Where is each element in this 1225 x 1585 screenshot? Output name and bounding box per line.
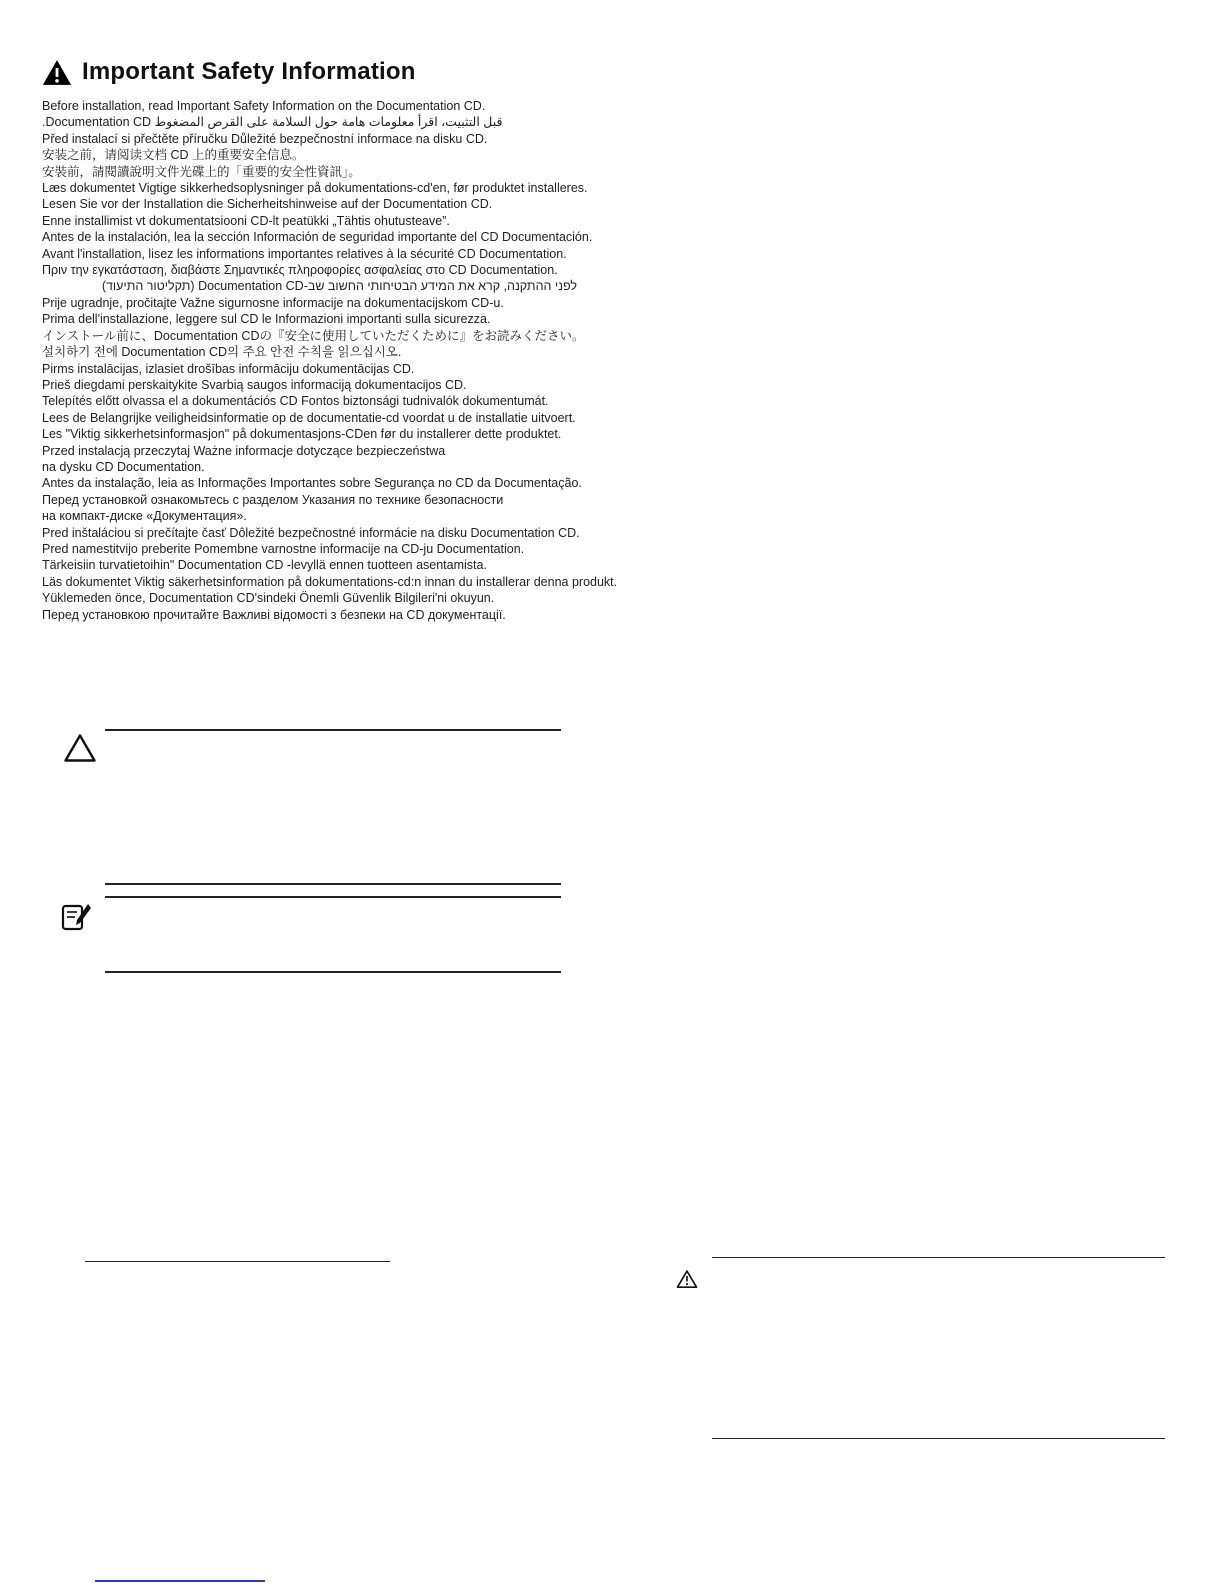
safety-line: Prieš diegdami perskaitykite Svarbią saugos informaciją dokumentacijos CD. xyxy=(42,377,467,392)
safety-line: Před instalací si přečtěte příručku Důležité bezpečnostní informace na disku CD. xyxy=(42,131,488,146)
warning-triangle-small-icon xyxy=(676,1269,698,1289)
safety-line: Antes de la instalación, lea la sección Información de seguridad importante del CD Documentación. xyxy=(42,230,593,245)
safety-line: Lesen Sie vor der Installation die Sicherheitshinweise auf der Documentation CD. xyxy=(42,197,493,212)
safety-line: インストール前に、Documentation CDの『安全に使用していただくために』をお読みください。 xyxy=(42,328,585,343)
safety-line: Prima dell'installazione, leggere sul CD le Informazioni importanti sulla sicurezza. xyxy=(42,312,491,327)
safety-line: לפני ההתקנה, קרא את המידע הבטיחותי החשוב שב-Documentation CD (תקליטור התיעוד) xyxy=(101,279,577,294)
safety-line: Yüklemeden önce, Documentation CD'sindeki Önemli Güvenlik Bilgileri'ni okuyun. xyxy=(42,591,495,606)
safety-line: Enne installimist vt dokumentatsiooni CD-lt peatükki „Tähtis ohutusteave”. xyxy=(42,213,450,228)
safety-line: Pred inštaláciou si prečítajte časť Dôležité bezpečnostné informácie na disku Documentation CD. xyxy=(42,525,580,540)
caution-box-bottom-rule xyxy=(105,883,561,885)
footer-link[interactable] xyxy=(95,1580,265,1582)
warning-triangle-filled-icon xyxy=(42,59,72,86)
lower-right-top-rule xyxy=(712,1257,1165,1258)
safety-line: Pirms instalācijas, izlasiet drošības informāciju dokumentācijas CD. xyxy=(42,361,415,376)
caution-box-top-rule xyxy=(105,729,561,731)
safety-line: Перед установкою прочитайте Важливі відомості з безпеки на CD документації. xyxy=(42,607,506,622)
safety-line: Telepítés előtt olvassa el a dokumentációs CD Fontos biztonsági tudnivalók dokumentumát. xyxy=(42,394,549,409)
warning-triangle-outline-icon xyxy=(63,733,97,763)
safety-line: Przed instalacją przeczytaj Ważne informacje dotyczące bezpieczeństwa xyxy=(42,443,446,458)
safety-line: на компакт-диске «Документация». xyxy=(42,509,247,524)
safety-line: Pred namestitvijo preberite Pomembne varnostne informacije na CD-ju Documentation. xyxy=(42,541,525,556)
safety-line: Перед установкой ознакомьтесь с разделом Указания по технике безопасности xyxy=(42,492,504,507)
safety-line: Πριν την εγκατάσταση, διαβάστε Σημαντικές πληροφορίες ασφαλείας στο CD Documentation. xyxy=(42,263,558,278)
note-pencil-icon xyxy=(60,900,92,932)
safety-lines xyxy=(42,98,618,623)
safety-line: Lees de Belangrijke veiligheidsinformatie op de documentatie-cd voordat u de installatie uitvoert. xyxy=(42,410,576,425)
safety-line: Läs dokumentet Viktig säkerhetsinformation på dokumentations-cd:n innan du installerar denna produkt. xyxy=(42,574,618,589)
safety-line: Læs dokumentet Vigtige sikkerhedsoplysninger på dokumentations-cd'en, før produktet installeres. xyxy=(42,181,588,196)
lower-right-bottom-rule xyxy=(712,1438,1165,1439)
safety-line: na dysku CD Documentation. xyxy=(42,459,205,474)
page-title: Important Safety Information xyxy=(82,58,416,85)
safety-line: Tärkeisiin turvatietoihin" Documentation CD -levyllä ennen tuotteen asentamista. xyxy=(42,558,487,573)
safety-line: 安裝前，請閱讀說明文件光碟上的「重要的安全性資訊」。 xyxy=(42,164,361,179)
safety-line: Les "Viktig sikkerhetsinformasjon" på dokumentasjons-CDen før du installerer dette produktet. xyxy=(42,427,562,442)
safety-line: .Documentation CD قبل التثبيت، اقرأ معلومات هامة حول السلامة على القرص المضغوط xyxy=(42,115,503,130)
safety-line: Antes da instalação, leia as Informações Importantes sobre Segurança no CD da Documentação. xyxy=(42,476,582,491)
lower-left-rule xyxy=(85,1261,390,1262)
safety-heading-row xyxy=(42,58,416,86)
note-box-top-rule xyxy=(105,896,561,898)
safety-line: Avant l'installation, lisez les informations importantes relatives à la sécurité CD Documentation. xyxy=(42,246,567,261)
safety-line: 安装之前，请阅读文档 CD 上的重要安全信息。 xyxy=(42,148,305,163)
safety-line: 설치하기 전에 Documentation CD의 주요 안전 수칙을 읽으십시오. xyxy=(42,345,402,360)
note-box-bottom-rule xyxy=(105,971,561,973)
safety-line: Prije ugradnje, pročitajte Važne sigurnosne informacije na dokumentacijskom CD-u. xyxy=(42,295,504,310)
safety-line: Before installation, read Important Safety Information on the Documentation CD. xyxy=(42,99,486,113)
